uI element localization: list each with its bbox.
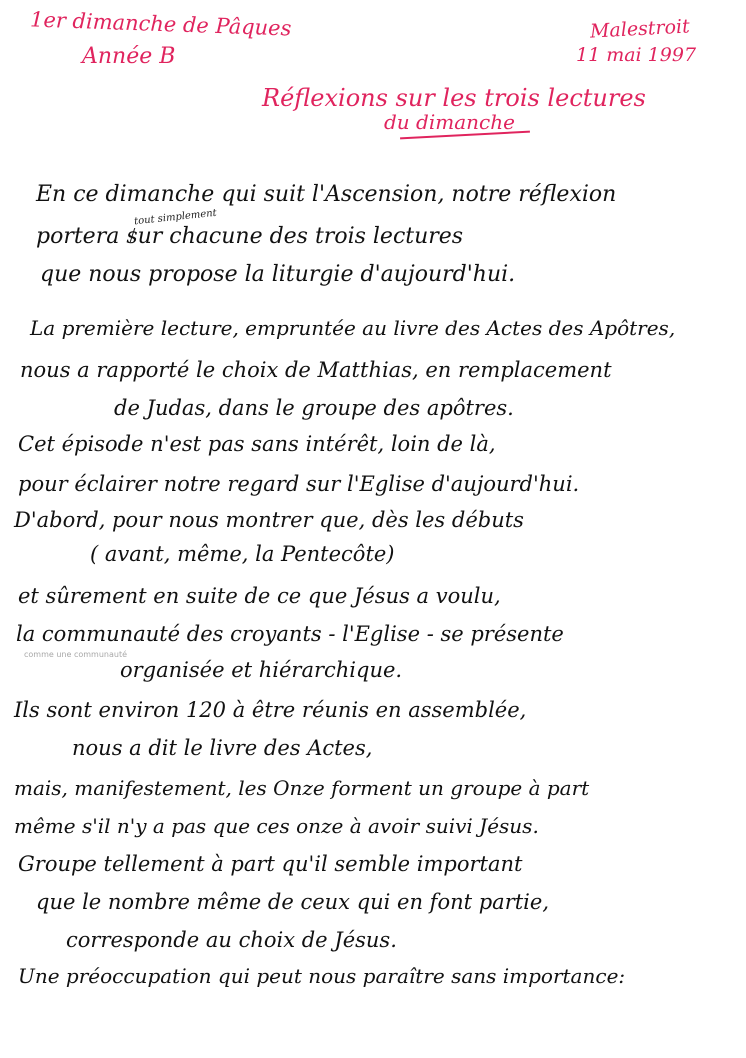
text-line: organisée et hiérarchique.: [120, 658, 403, 682]
text-line: portera sur chacune des trois lectures: [36, 224, 464, 249]
text-line: et sûrement en suite de ce que Jésus a voulu,: [18, 584, 501, 608]
text-line: ( avant, même, la Pentecôte): [90, 542, 395, 566]
text-line: pour éclairer notre regard sur l'Eglise d'aujourd'hui.: [18, 472, 580, 496]
text-line: même s'il n'y a pas que ces onze à avoir suivi Jésus.: [14, 814, 539, 838]
text-line: nous a rapporté le choix de Matthias, en remplacement: [20, 358, 612, 382]
text-line: mais, manifestement, les Onze forment un groupe à part: [14, 776, 590, 800]
place-name: Malestroit: [589, 15, 691, 43]
text-line: nous a dit le livre des Actes,: [72, 736, 373, 760]
sermon-subtitle: du dimanche: [384, 110, 515, 134]
text-line: D'abord, pour nous montrer que, dès les débuts: [14, 508, 524, 532]
text-line: que nous propose la liturgie d'aujourd'hui.: [40, 262, 516, 287]
text-line: Cet épisode n'est pas sans intérêt, loin de là,: [18, 432, 496, 456]
text-line: Une préoccupation qui peut nous paraître sans importance:: [18, 964, 626, 988]
text-line: La première lecture, empruntée au livre des Actes des Apôtres,: [30, 316, 676, 340]
liturgical-year: Année B: [82, 44, 176, 69]
insertion-note: tout simplement: [133, 207, 218, 228]
liturgical-day: 1er dimanche de Pâques: [29, 7, 292, 41]
text-line: Groupe tellement à part qu'il semble important: [18, 852, 523, 876]
text-line: de Judas, dans le groupe des apôtres.: [114, 396, 514, 420]
text-line: que le nombre même de ceux qui en font partie,: [36, 890, 549, 914]
sermon-title: Réflexions sur les trois lectures: [262, 84, 646, 112]
faint-margin-note: comme une communauté: [24, 650, 127, 659]
text-line: corresponde au choix de Jésus.: [66, 928, 397, 952]
text-line: En ce dimanche qui suit l'Ascension, notre réflexion: [36, 182, 617, 207]
text-line: Ils sont environ 120 à être réunis en assemblée,: [14, 698, 527, 722]
text-line: la communauté des croyants - l'Eglise - se présente: [16, 622, 564, 646]
sermon-date: 11 mai 1997: [576, 44, 697, 66]
